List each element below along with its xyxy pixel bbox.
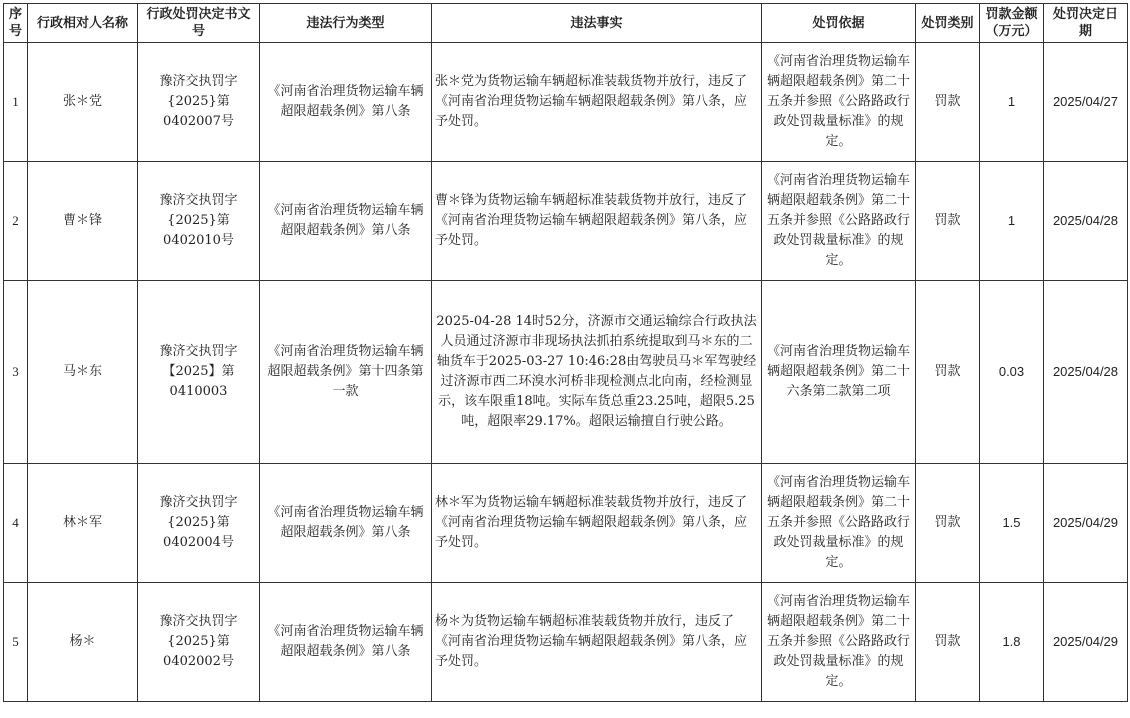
cell-category: 罚款 <box>916 162 980 281</box>
cell-basis: 《河南省治理货物运输车辆超限超载条例》第二十五条并参照《公路路政行政处罚裁量标准》的规定。 <box>762 162 916 281</box>
cell-type: 《河南省治理货物运输车辆超限超载条例》第八条 <box>260 162 432 281</box>
cell-party: 杨＊ <box>28 583 138 702</box>
cell-type: 《河南省治理货物运输车辆超限超载条例》第十四条第一款 <box>260 281 432 464</box>
header-doc-no: 行政处罚决定书文号 <box>138 4 260 43</box>
cell-date: 2025/04/27 <box>1044 43 1128 162</box>
header-amount: 罚款金额（万元） <box>980 4 1044 43</box>
cell-doc-no: 豫济交执罚字{2025}第0402007号 <box>138 43 260 162</box>
cell-index: 4 <box>4 464 28 583</box>
cell-party: 林＊军 <box>28 464 138 583</box>
cell-basis: 《河南省治理货物运输车辆超限超载条例》第二十五条并参照《公路路政行政处罚裁量标准》的规定。 <box>762 464 916 583</box>
cell-index: 2 <box>4 162 28 281</box>
header-type: 违法行为类型 <box>260 4 432 43</box>
table-row <box>4 464 1128 583</box>
header-category: 处罚类别 <box>916 4 980 43</box>
cell-category: 罚款 <box>916 281 980 464</box>
cell-amount: 1 <box>980 43 1044 162</box>
header-date: 处罚决定日期 <box>1044 4 1128 43</box>
cell-fact: 张＊党为货物运输车辆超标准装载货物并放行，违反了《河南省治理货物运输车辆超限超载条例》第八条，应予处罚。 <box>432 43 762 162</box>
cell-doc-no: 豫济交执罚字{2025}第0402004号 <box>138 464 260 583</box>
cell-amount: 1 <box>980 162 1044 281</box>
cell-amount: 1.5 <box>980 464 1044 583</box>
cell-fact: 曹＊锋为货物运输车辆超标准装载货物并放行，违反了《河南省治理货物运输车辆超限超载条例》第八条，应予处罚。 <box>432 162 762 281</box>
header-index: 序号 <box>4 4 28 43</box>
cell-category: 罚款 <box>916 464 980 583</box>
cell-category: 罚款 <box>916 43 980 162</box>
cell-date: 2025/04/29 <box>1044 464 1128 583</box>
table-row <box>4 281 1128 464</box>
cell-fact: 2025-04-28 14时52分，济源市交通运输综合行政执法人员通过济源市非现场执法抓拍系统提取到马＊东的二轴货车于2025-03-27 10:46:28由驾驶员马＊军驾驶经过济源市西二环溴水河桥非现检测点北向南，经检测显示，该车限重18吨。实际车货总重23.25吨，超限5.25吨，超限率29.17%。超限运输擅自行驶公路。 <box>432 281 762 464</box>
cell-date: 2025/04/28 <box>1044 281 1128 464</box>
cell-doc-no: 豫济交执罚字{2025}第0402002号 <box>138 583 260 702</box>
cell-date: 2025/04/29 <box>1044 583 1128 702</box>
cell-category: 罚款 <box>916 583 980 702</box>
cell-type: 《河南省治理货物运输车辆超限超载条例》第八条 <box>260 43 432 162</box>
header-row <box>4 4 1128 43</box>
cell-index: 1 <box>4 43 28 162</box>
table-row <box>4 43 1128 162</box>
cell-party: 张＊党 <box>28 43 138 162</box>
header-basis: 处罚依据 <box>762 4 916 43</box>
cell-date: 2025/04/28 <box>1044 162 1128 281</box>
cell-fact: 杨＊为货物运输车辆超标准装载货物并放行，违反了《河南省治理货物运输车辆超限超载条例》第八条，应予处罚。 <box>432 583 762 702</box>
cell-basis: 《河南省治理货物运输车辆超限超载条例》第二十六条第二款第二项 <box>762 281 916 464</box>
table-row <box>4 583 1128 702</box>
cell-type: 《河南省治理货物运输车辆超限超载条例》第八条 <box>260 583 432 702</box>
cell-basis: 《河南省治理货物运输车辆超限超载条例》第二十五条并参照《公路路政行政处罚裁量标准》的规定。 <box>762 583 916 702</box>
cell-index: 3 <box>4 281 28 464</box>
header-party: 行政相对人名称 <box>28 4 138 43</box>
cell-fact: 林＊军为货物运输车辆超标准装载货物并放行，违反了《河南省治理货物运输车辆超限超载条例》第八条，应予处罚。 <box>432 464 762 583</box>
penalty-table <box>3 3 1128 702</box>
cell-index: 5 <box>4 583 28 702</box>
cell-amount: 0.03 <box>980 281 1044 464</box>
cell-doc-no: 豫济交执罚字{2025}第0402010号 <box>138 162 260 281</box>
cell-party: 马＊东 <box>28 281 138 464</box>
cell-doc-no: 豫济交执罚字【2025】第0410003 <box>138 281 260 464</box>
cell-amount: 1.8 <box>980 583 1044 702</box>
cell-party: 曹＊锋 <box>28 162 138 281</box>
cell-basis: 《河南省治理货物运输车辆超限超载条例》第二十五条并参照《公路路政行政处罚裁量标准》的规定。 <box>762 43 916 162</box>
header-fact: 违法事实 <box>432 4 762 43</box>
cell-type: 《河南省治理货物运输车辆超限超载条例》第八条 <box>260 464 432 583</box>
table-row <box>4 162 1128 281</box>
